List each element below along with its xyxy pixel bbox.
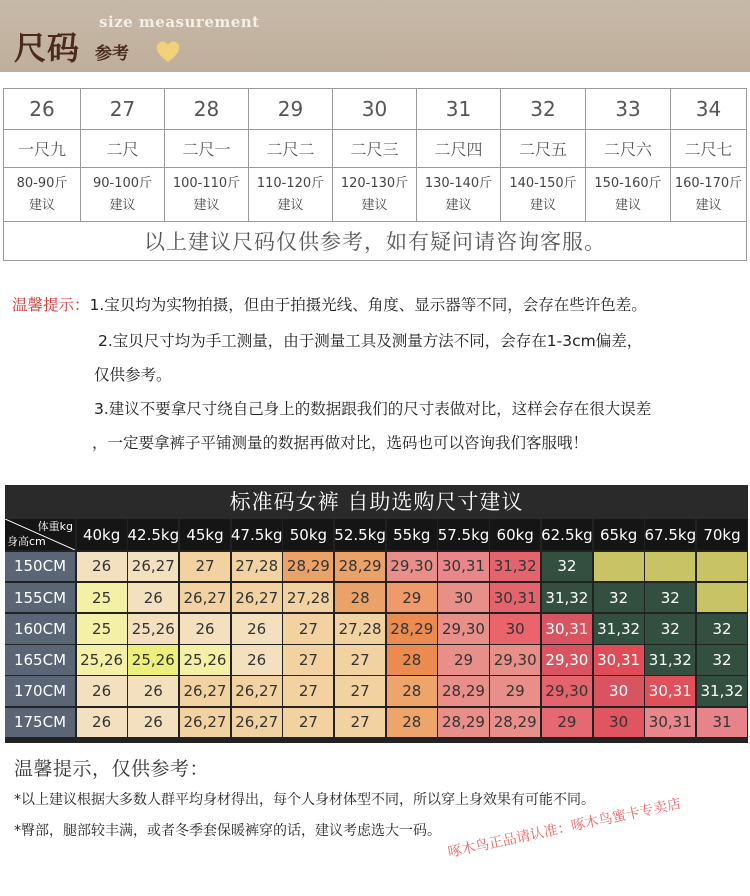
size-suggestion-cell: 28 xyxy=(387,708,437,738)
weight-cell xyxy=(586,168,671,222)
size-suggestion-cell: 26 xyxy=(128,583,178,613)
waist-cell: 二尺 xyxy=(81,130,165,168)
size-table-note: 以上建议尺码仅供参考，如有疑问请咨询客服。 xyxy=(4,222,747,261)
header-title-en: size measurement xyxy=(99,13,260,31)
weight-cell xyxy=(249,168,333,222)
weight-header: 70kg xyxy=(697,519,747,550)
size-suggestion-cell: 30,31 xyxy=(490,583,540,613)
size-suggestion-cell: 30,31 xyxy=(594,645,644,675)
size-suggestion-cell: 30,31 xyxy=(645,708,695,738)
size-suggestion-cell: 27 xyxy=(283,708,333,738)
size-suggestion-cell: 29 xyxy=(438,645,488,675)
weight-suggest-label: 建议 xyxy=(529,197,556,213)
size-suggestion-cell: 27,28 xyxy=(283,583,333,613)
size-cell: 26 xyxy=(4,89,81,130)
waist-cell: 二尺四 xyxy=(417,130,501,168)
weight-header: 47.5kg xyxy=(232,519,282,550)
header-banner xyxy=(0,0,750,72)
size-suggestion-cell: 30,31 xyxy=(542,614,592,644)
size-cell: 32 xyxy=(501,89,586,130)
weight-cell xyxy=(81,168,165,222)
weight-suggest-label: 建议 xyxy=(277,197,304,213)
size-suggestion-cell: 25,26 xyxy=(77,645,127,675)
tip-line-2: 2.宝贝尺寸均为手工测量，由于测量工具及测量方法不同，会存在1-3cm偏差， xyxy=(98,332,643,350)
size-suggestion-cell: 26,27 xyxy=(232,708,282,738)
waist-cell: 二尺一 xyxy=(165,130,249,168)
weight-range: 90-100斤 xyxy=(92,175,153,191)
size-suggestion-cell: 27 xyxy=(283,645,333,675)
weight-cell xyxy=(671,168,747,222)
size-suggestion-cell: 28,29 xyxy=(438,708,488,738)
size-suggestion-cell: 30 xyxy=(438,583,488,613)
size-suggestion-cell: 28,29 xyxy=(283,552,333,582)
size-suggestion-cell xyxy=(697,583,747,613)
size-suggestion-cell: 25 xyxy=(77,583,127,613)
weight-range: 150-160斤 xyxy=(594,175,662,191)
size-suggestion-cell: 30 xyxy=(594,676,644,706)
height-header: 160CM xyxy=(5,614,75,644)
size-suggestion-cell: 30,31 xyxy=(645,676,695,706)
size-suggestion-cell: 28,29 xyxy=(438,676,488,706)
watermark-text: 啄木鸟正品请认准：啄木鸟蜜卡专卖店 xyxy=(446,795,683,862)
size-suggestion-cell: 32 xyxy=(594,583,644,613)
size-suggestion-cell xyxy=(645,552,695,582)
size-suggestion-cell: 28,29 xyxy=(335,552,385,582)
size-suggestion-cell: 29,30 xyxy=(542,676,592,706)
size-chart xyxy=(5,485,748,743)
weight-range: 160-170斤 xyxy=(674,175,743,191)
size-cell: 30 xyxy=(333,89,417,130)
weight-cell xyxy=(333,168,417,222)
weight-suggest-label: 建议 xyxy=(109,197,136,213)
waist-cell: 二尺七 xyxy=(671,130,747,168)
waist-cell: 二尺二 xyxy=(249,130,333,168)
size-suggestion-cell: 26,27 xyxy=(232,583,282,613)
size-suggestion-cell: 29 xyxy=(542,708,592,738)
size-suggestion-cell: 26 xyxy=(77,676,127,706)
weight-cell xyxy=(417,168,501,222)
size-cell: 33 xyxy=(586,89,671,130)
size-suggestion-cell: 32 xyxy=(645,583,695,613)
size-suggestion-cell: 25,26 xyxy=(128,645,178,675)
size-suggestion-cell: 28 xyxy=(387,676,437,706)
weight-header: 67.5kg xyxy=(645,519,695,550)
size-suggestion-cell: 27 xyxy=(180,552,230,582)
header-title: 尺码 xyxy=(14,29,81,67)
weight-cell xyxy=(4,168,81,222)
size-suggestion-cell: 29,30 xyxy=(387,552,437,582)
corner-height-label: 身高cm xyxy=(7,535,46,548)
size-suggestion-cell: 31 xyxy=(697,708,747,738)
size-suggestion-cell: 26,27 xyxy=(180,583,230,613)
size-suggestion-cell: 27 xyxy=(283,614,333,644)
weight-header: 62.5kg xyxy=(542,519,592,550)
weight-header: 60kg xyxy=(490,519,540,550)
chart-corner xyxy=(5,519,75,550)
size-suggestion-cell: 25,26 xyxy=(180,645,230,675)
heart-icon xyxy=(153,36,183,66)
size-suggestion-cell: 32 xyxy=(542,552,592,582)
size-suggestion-cell: 26 xyxy=(232,645,282,675)
weight-suggest-label: 建议 xyxy=(614,197,641,213)
height-header: 155CM xyxy=(5,583,75,613)
size-suggestion-cell: 26,27 xyxy=(232,676,282,706)
size-suggestion-cell: 26,27 xyxy=(180,708,230,738)
size-suggestion-cell: 31,32 xyxy=(645,645,695,675)
size-suggestion-cell: 27,28 xyxy=(232,552,282,582)
size-cell: 31 xyxy=(417,89,501,130)
weight-range: 130-140斤 xyxy=(424,175,493,191)
weight-range: 120-130斤 xyxy=(340,175,409,191)
size-suggestion-cell: 26 xyxy=(77,708,127,738)
weight-header: 50kg xyxy=(283,519,333,550)
height-header: 165CM xyxy=(5,645,75,675)
weight-suggest-label: 建议 xyxy=(695,197,722,213)
size-table xyxy=(3,88,747,261)
weight-header: 45kg xyxy=(180,519,230,550)
waist-cell: 二尺三 xyxy=(333,130,417,168)
height-header: 175CM xyxy=(5,708,75,738)
size-suggestion-cell: 27 xyxy=(335,645,385,675)
size-suggestion-cell: 30,31 xyxy=(438,552,488,582)
weight-range: 140-150斤 xyxy=(509,175,577,191)
weight-header: 40kg xyxy=(77,519,127,550)
size-suggestion-cell: 25 xyxy=(77,614,127,644)
weight-cell xyxy=(165,168,249,222)
size-suggestion-cell: 26 xyxy=(180,614,230,644)
waist-cell: 二尺五 xyxy=(501,130,586,168)
weight-range: 110-120斤 xyxy=(256,175,325,191)
weight-suggest-label: 建议 xyxy=(193,197,220,213)
size-suggestion-cell xyxy=(697,552,747,582)
size-suggestion-cell: 31,32 xyxy=(697,676,747,706)
size-suggestion-cell: 26 xyxy=(77,552,127,582)
weight-cell xyxy=(501,168,586,222)
weight-range: 80-90斤 xyxy=(16,175,68,191)
size-suggestion-cell: 26,27 xyxy=(128,552,178,582)
size-suggestion-cell: 29 xyxy=(387,583,437,613)
size-suggestion-cell: 32 xyxy=(697,645,747,675)
weight-suggest-label: 建议 xyxy=(361,197,388,213)
size-suggestion-cell: 27 xyxy=(283,676,333,706)
height-header: 170CM xyxy=(5,676,75,706)
size-suggestion-cell: 26,27 xyxy=(180,676,230,706)
tip-line-5: ，一定要拿裤子平铺测量的数据再做对比，选码也可以咨询我们客服哦！ xyxy=(92,434,589,452)
waist-cell: 一尺九 xyxy=(4,130,81,168)
size-suggestion-cell: 31,32 xyxy=(542,583,592,613)
size-suggestion-cell: 28 xyxy=(387,645,437,675)
tips-label: 温馨提示： xyxy=(12,296,90,314)
size-suggestion-cell: 31,32 xyxy=(594,614,644,644)
size-suggestion-cell xyxy=(594,552,644,582)
waist-cell: 二尺六 xyxy=(586,130,671,168)
size-suggestion-cell: 26 xyxy=(232,614,282,644)
tip-line-3: 仅供参考。 xyxy=(94,366,172,384)
size-suggestion-cell: 25,26 xyxy=(128,614,178,644)
corner-weight-label: 体重kg xyxy=(37,520,73,533)
weight-header: 57.5kg xyxy=(438,519,488,550)
size-suggestion-cell: 28,29 xyxy=(387,614,437,644)
size-suggestion-cell: 28,29 xyxy=(490,708,540,738)
weight-header: 65kg xyxy=(594,519,644,550)
size-suggestion-cell: 29 xyxy=(490,676,540,706)
weight-range: 100-110斤 xyxy=(172,175,241,191)
bottom-title: 温馨提示，仅供参考： xyxy=(14,758,210,780)
size-suggestion-cell: 29,30 xyxy=(490,645,540,675)
tip-line-4: 3.建议不要拿尺寸绕自己身上的数据跟我们的尺寸表做对比，这样会存在很大误差 xyxy=(94,400,652,418)
size-suggestion-cell: 26 xyxy=(128,708,178,738)
chart-title: 标准码女裤 自助选购尺寸建议 xyxy=(5,485,748,519)
size-suggestion-cell: 32 xyxy=(697,614,747,644)
size-cell: 29 xyxy=(249,89,333,130)
size-suggestion-cell: 29,30 xyxy=(542,645,592,675)
weight-suggest-label: 建议 xyxy=(445,197,472,213)
size-suggestion-cell: 27 xyxy=(335,708,385,738)
size-suggestion-cell: 27,28 xyxy=(335,614,385,644)
bottom-note-2: *臀部，腿部较丰满，或者冬季套保暖裤穿的话，建议考虑选大一码。 xyxy=(14,823,441,839)
weight-header: 42.5kg xyxy=(128,519,178,550)
size-suggestion-cell: 28 xyxy=(335,583,385,613)
size-suggestion-cell: 27 xyxy=(335,676,385,706)
size-suggestion-cell: 26 xyxy=(128,676,178,706)
size-suggestion-cell: 29,30 xyxy=(438,614,488,644)
header-subtitle: 参考 xyxy=(95,44,129,64)
weight-header: 55kg xyxy=(387,519,437,550)
size-suggestion-cell: 31,32 xyxy=(490,552,540,582)
weight-suggest-label: 建议 xyxy=(28,197,55,213)
height-header: 150CM xyxy=(5,552,75,582)
size-cell: 27 xyxy=(81,89,165,130)
tip-line-1: 1.宝贝均为实物拍摄，但由于拍摄光线、角度、显示器等不同，会存在些许色差。 xyxy=(89,296,647,314)
bottom-note-1: *以上建议根据大多数人群平均身材得出，每个人身材体型不同，所以穿上身效果有可能不同。 xyxy=(14,792,595,808)
weight-header: 52.5kg xyxy=(335,519,385,550)
size-cell: 34 xyxy=(671,89,747,130)
size-suggestion-cell: 30 xyxy=(490,614,540,644)
size-cell: 28 xyxy=(165,89,249,130)
size-suggestion-cell: 32 xyxy=(645,614,695,644)
size-suggestion-cell: 30 xyxy=(594,708,644,738)
